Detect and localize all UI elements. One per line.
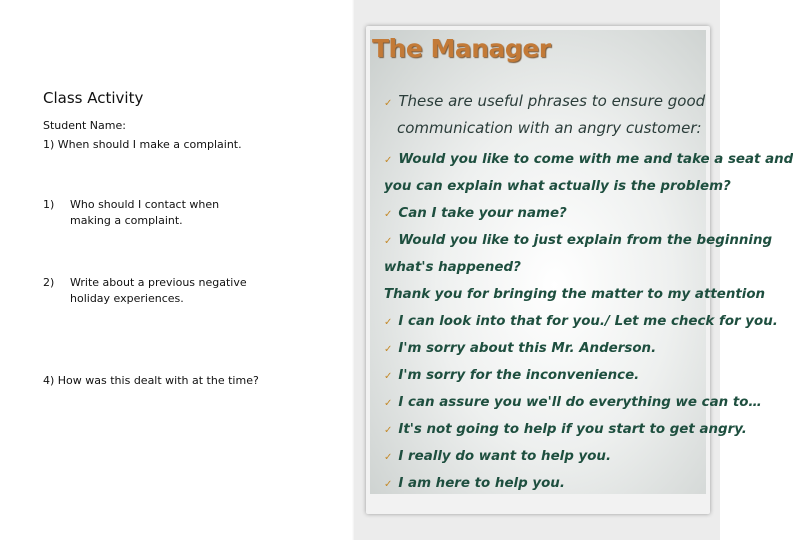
phrase-text: Can I take your name? (398, 206, 567, 221)
check-icon: ✓ (384, 344, 393, 355)
check-icon: ✓ (384, 236, 393, 247)
phrase (384, 470, 714, 498)
question-text-line: Write about a previous negative (70, 276, 247, 289)
phrase-text: I am here to help you. (398, 476, 565, 491)
check-icon: ✓ (384, 371, 393, 382)
phrase-text: what's happened? (384, 260, 521, 275)
question-text-line: Who should I contact when (70, 198, 220, 211)
phrase-text: I really do want to help you. (398, 449, 612, 464)
phrase (384, 308, 778, 336)
question-text (70, 197, 260, 229)
worksheet-panel (0, 0, 352, 540)
question-text-line: making a complaint. (70, 214, 183, 227)
phrase-text: I can look into that for you./ Let me check for you. (398, 314, 778, 329)
question-number: 1) (43, 198, 55, 211)
phrase-text: These are useful phrases to ensure good (398, 92, 706, 110)
check-icon: ✓ (384, 155, 393, 166)
phrase (384, 200, 714, 228)
check-icon: ✓ (384, 425, 393, 436)
check-icon: ✓ (384, 398, 393, 409)
phrase-text: Would you like to just explain from the beginning (398, 233, 773, 248)
phrase-text: Thank you for bringing the matter to my attention (384, 287, 766, 302)
question-4: 4) How was this dealt with at the time? (43, 374, 259, 387)
phrase-text: It's not going to help if you start to get angry. (398, 422, 747, 437)
phrase-cont (384, 173, 731, 200)
phrase (384, 389, 762, 417)
phrase-text: you can explain what actually is the problem? (384, 179, 731, 194)
phrase-text: I'm sorry about this Mr. Anderson. (398, 341, 657, 356)
phrase-text: I can assure you we'll do everything we can to… (398, 395, 762, 410)
check-icon: ✓ (384, 209, 393, 220)
question-number: 2) (43, 276, 55, 289)
card-image-area (370, 30, 793, 494)
phrase-text: communication with an angry customer: (397, 119, 702, 137)
phrase-text: Would you like to come with me and take a seat and (398, 152, 793, 167)
phrase (384, 146, 793, 174)
manager-phrases-card (366, 26, 793, 514)
question-text (70, 275, 260, 307)
phrase-intro-cont (397, 115, 727, 142)
phrase (384, 443, 714, 471)
worksheet-title: Class Activity (43, 89, 144, 107)
student-name-label: Student Name: (43, 119, 126, 132)
phrase (384, 362, 714, 390)
phrase-cont (384, 254, 714, 281)
question-1: 1) When should I make a complaint. (43, 138, 242, 151)
check-icon: ✓ (384, 479, 393, 490)
phrase (384, 281, 766, 308)
phrase (384, 227, 773, 255)
phrase (384, 335, 714, 363)
check-icon: ✓ (384, 452, 393, 463)
card-title: The Manager (372, 34, 551, 63)
phrase (384, 416, 747, 444)
phrase-text: I'm sorry for the inconvenience. (398, 368, 640, 383)
check-icon: ✓ (384, 317, 393, 328)
check-icon: ✓ (384, 98, 393, 109)
question-text-line: holiday experiences. (70, 292, 184, 305)
phrase-intro (384, 88, 714, 117)
